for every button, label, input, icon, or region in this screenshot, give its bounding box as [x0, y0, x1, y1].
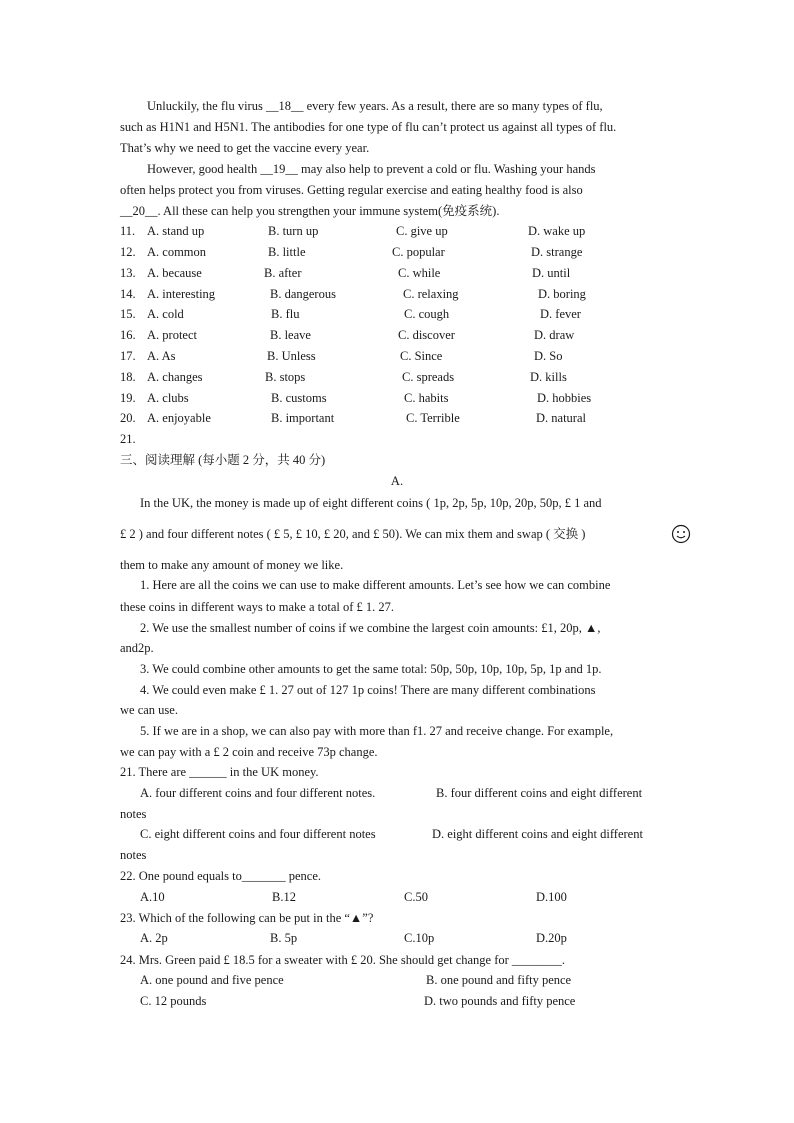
option-c: C. spreads [402, 370, 455, 384]
question-24: 24. Mrs. Green paid £ 18.5 for a sweater with £ 20. She should get change for ________. [120, 953, 566, 967]
option-d: D. hobbies [537, 391, 592, 405]
cloze-line: However, good health __19__ may also help to prevent a cold or flu. Washing your hands [147, 162, 596, 176]
passage-line: 5. If we are in a shop, we can also pay with more than f1. 27 and receive change. For example, [140, 724, 614, 738]
option-d: D. natural [536, 411, 586, 425]
option-d: D.100 [536, 890, 567, 904]
option-c: C. habits [404, 391, 449, 405]
option-d: D. kills [530, 370, 567, 384]
question-21: 21. There are ______ in the UK money. [120, 765, 319, 779]
question-number: 20. [120, 411, 136, 425]
cloze-line: That’s why we need to get the vaccine every year. [120, 141, 370, 155]
question-number: 21. [120, 432, 136, 446]
option-row [120, 286, 680, 302]
option-row [120, 348, 680, 364]
option-a: A. interesting [147, 287, 216, 301]
option-row [120, 244, 680, 260]
option-c: C. 12 pounds [140, 994, 207, 1008]
option-d: D. two pounds and fifty pence [424, 994, 576, 1008]
option-c: C. give up [396, 224, 448, 238]
option-b: B. four different coins and eight different [436, 786, 643, 800]
cloze-line: __20__. All these can help you strengthen your immune system(免疫系统). [120, 204, 500, 218]
passage-line: and2p. [120, 641, 154, 655]
cloze-line: Unluckily, the flu virus __18__ every few years. As a result, there are so many types of flu, [147, 99, 603, 113]
option-c: C. popular [392, 245, 445, 259]
option-b: B. flu [271, 307, 300, 321]
passage-line: we can use. [120, 703, 178, 717]
option-a: A. enjoyable [147, 411, 211, 425]
option-wrap: notes [120, 807, 147, 821]
option-c: C. discover [398, 328, 455, 342]
smiley-icon [671, 524, 691, 548]
option-c: C. Since [400, 349, 443, 363]
option-c: C. cough [404, 307, 450, 321]
option-d: D. eight different coins and eight different [432, 827, 643, 841]
option-a: A. stand up [147, 224, 205, 238]
option-d: D.20p [536, 931, 567, 945]
option-c: C. Terrible [406, 411, 460, 425]
option-a: A.10 [140, 890, 165, 904]
section-heading: 三、阅读理解 (每小题 2 分，共 40 分) [120, 453, 326, 467]
question-number: 16. [120, 328, 136, 342]
option-d: D. wake up [528, 224, 586, 238]
option-a: A. four different coins and four different notes. [140, 786, 376, 800]
passage-line: them to make any amount of money we like. [120, 558, 344, 572]
question-23: 23. Which of the following can be put in the “▲”? [120, 911, 374, 925]
option-row [120, 265, 680, 281]
passage-line: 1. Here are all the coins we can use to make different amounts. Let’s see how we can combine [140, 578, 611, 592]
option-row [120, 410, 680, 426]
option-b: B. customs [271, 391, 327, 405]
passage-line: £ 2 ) and four different notes ( £ 5, £ 10, £ 20, and £ 50). We can mix them and swap ( 交换 ) [120, 527, 586, 541]
question-number: 14. [120, 287, 136, 301]
option-c: C. relaxing [403, 287, 459, 301]
option-b: B. 5p [270, 931, 298, 945]
question-number: 11. [120, 224, 136, 238]
option-d: D. So [534, 349, 563, 363]
option-d: D. fever [540, 307, 581, 321]
option-d: D. draw [534, 328, 575, 342]
option-d: D. boring [538, 287, 586, 301]
option-a: A. protect [147, 328, 197, 342]
option-b: B. turn up [268, 224, 319, 238]
option-b: B. leave [270, 328, 311, 342]
passage-line: 3. We could combine other amounts to get the same total: 50p, 50p, 10p, 10p, 5p, 1p and 1p. [140, 662, 602, 676]
passage-label: A. [390, 474, 404, 488]
passage-line: 4. We could even make £ 1. 27 out of 127 1p coins! There are many different combinations [140, 683, 596, 697]
option-b: B. one pound and fifty pence [426, 973, 572, 987]
option-b: B. little [268, 245, 306, 259]
passage-line: In the UK, the money is made up of eight different coins ( 1p, 2p, 5p, 10p, 20p, 50p, £ 1 and [140, 496, 602, 510]
option-c: C.10p [404, 931, 435, 945]
option-c: C.50 [404, 890, 428, 904]
option-b: B. Unless [267, 349, 316, 363]
option-wrap: notes [120, 848, 147, 862]
question-number: 18. [120, 370, 136, 384]
passage-line: 2. We use the smallest number of coins if we combine the largest coin amounts: £1, 20p, ▲, [140, 621, 601, 635]
option-b: B.12 [272, 890, 296, 904]
option-a: A. cold [147, 307, 184, 321]
question-number: 12. [120, 245, 136, 259]
passage-line: we can pay with a £ 2 coin and receive 73p change. [120, 745, 378, 759]
option-b: B. dangerous [270, 287, 336, 301]
option-row [120, 223, 680, 239]
option-b: B. stops [265, 370, 306, 384]
option-d: D. until [532, 266, 571, 280]
option-a: A. one pound and five pence [140, 973, 284, 987]
passage-line: these coins in different ways to make a total of £ 1. 27. [120, 600, 395, 614]
question-number: 13. [120, 266, 136, 280]
question-22: 22. One pound equals to_______ pence. [120, 869, 322, 883]
option-a: A. clubs [147, 391, 189, 405]
option-d: D. strange [531, 245, 583, 259]
option-row [120, 327, 680, 343]
question-number: 19. [120, 391, 136, 405]
option-a: A. changes [147, 370, 203, 384]
question-number: 15. [120, 307, 136, 321]
cloze-line: such as H1N1 and H5N1. The antibodies for one type of flu can’t protect us against all types of flu. [120, 120, 617, 134]
option-row [120, 369, 680, 385]
option-c: C. while [398, 266, 441, 280]
option-a: A. As [147, 349, 176, 363]
option-row [120, 390, 680, 406]
option-a: A. common [147, 245, 207, 259]
option-b: B. after [264, 266, 302, 280]
question-number: 17. [120, 349, 136, 363]
option-a: A. because [147, 266, 202, 280]
option-c: C. eight different coins and four different notes [140, 827, 376, 841]
cloze-line: often helps protect you from viruses. Getting regular exercise and eating healthy food is also [120, 183, 583, 197]
option-b: B. important [271, 411, 335, 425]
option-row [120, 306, 680, 322]
option-a: A. 2p [140, 931, 168, 945]
